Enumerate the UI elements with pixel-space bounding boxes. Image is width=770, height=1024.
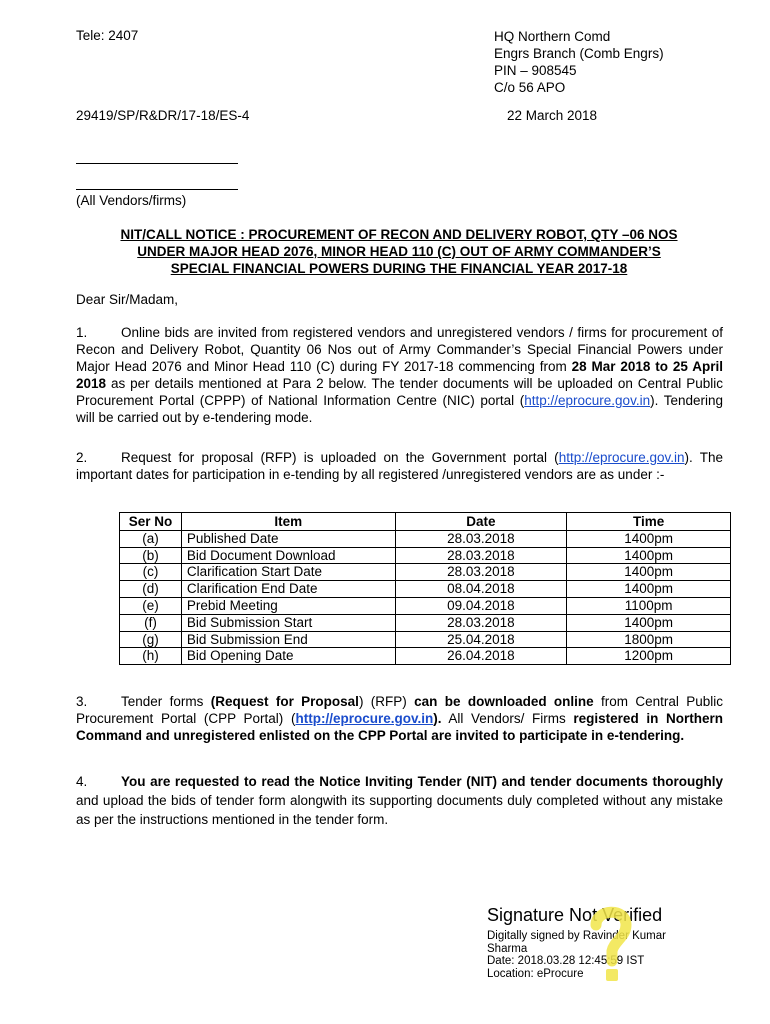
- time-cell: 1400pm: [567, 564, 731, 581]
- serial-cell: (a): [120, 530, 182, 547]
- paragraph-text: (Request for Proposal: [210, 694, 359, 709]
- serial-cell: (f): [120, 614, 182, 631]
- address-blank-line: [76, 189, 238, 190]
- subject-line: SPECIAL FINANCIAL POWERS DURING THE FINANCIAL YEAR 2017-18: [170, 261, 628, 276]
- end-date: 25 April 2018: [76, 359, 723, 391]
- table-row: [120, 648, 731, 665]
- address-line: HQ Northern Comd: [494, 29, 611, 44]
- paragraph-4: [76, 772, 723, 829]
- table-row: [120, 631, 731, 648]
- paragraph-text: can be downloaded online: [414, 694, 594, 709]
- addressee: (All Vendors/firms): [76, 193, 187, 208]
- paragraph-number: 1.: [76, 325, 88, 340]
- paragraph-text: ). Tendering will be carried out by e-tendering mode.: [76, 393, 723, 425]
- date-cell: 09.04.2018: [395, 597, 567, 614]
- table-row: [120, 597, 731, 614]
- paragraph-3: [76, 693, 723, 744]
- signature-status: Signature Not Verified: [487, 905, 663, 925]
- column-header: Date: [395, 513, 567, 531]
- table-row: [120, 564, 731, 581]
- time-cell: 1100pm: [567, 597, 731, 614]
- address-line: PIN – 908545: [494, 63, 577, 78]
- paragraph-number: 2.: [76, 450, 88, 465]
- date-cell: 25.04.2018: [395, 631, 567, 648]
- date-cell: 08.04.2018: [395, 581, 567, 598]
- paragraph-text: as per details mentioned at Para 2 below. The tender documents will be uploaded on Central Public Procurement Portal (CPPP) of National Information Centre (NIC) portal (: [76, 376, 723, 408]
- date-cell: 26.04.2018: [395, 648, 567, 665]
- eprocure-link[interactable]: http://eprocure.gov.in: [295, 711, 434, 726]
- subject-line: UNDER MAJOR HEAD 2076, MINOR HEAD 110 (C) OUT OF ARMY COMMANDER’S: [137, 244, 661, 259]
- eprocure-link[interactable]: http://eprocure.gov.in: [558, 450, 685, 465]
- telephone: Tele: 2407: [76, 28, 139, 43]
- signature-details: [487, 930, 666, 980]
- table-row: [120, 581, 731, 598]
- item-cell: Published Date: [181, 530, 395, 547]
- paragraph-text: Tender forms: [121, 694, 211, 709]
- subject-heading: [76, 226, 722, 277]
- serial-cell: (g): [120, 631, 182, 648]
- column-header: Time: [567, 513, 731, 531]
- serial-cell: (c): [120, 564, 182, 581]
- item-cell: Bid Opening Date: [181, 648, 395, 665]
- paragraph-number: 3.: [76, 694, 88, 709]
- signature-line: Location: eProcure: [487, 967, 584, 980]
- item-cell: Prebid Meeting: [181, 597, 395, 614]
- paragraph-text: Online bids are invited from registered vendors and unregistered vendors / firms for procurement of Recon and Delivery Robot, Quantity 06 Nos out of Army Commander’s Special Financial Powers under Major Head 2076 and Minor Head 110 (C) during FY 2017-18 commencing from: [76, 325, 723, 374]
- paragraph-text: All Vendors/ Firms: [441, 711, 574, 726]
- time-cell: 1400pm: [567, 530, 731, 547]
- date-cell: 28.03.2018: [395, 530, 567, 547]
- date-cell: 28.03.2018: [395, 614, 567, 631]
- date-cell: 28.03.2018: [395, 547, 567, 564]
- table-row: [120, 530, 731, 547]
- item-cell: Bid Document Download: [181, 547, 395, 564]
- paragraph-text: registered in Northern Command and unregistered enlisted on the CPP Portal are invited to participate in e-tendering.: [76, 711, 724, 743]
- signature-line: Digitally signed by Ravinder Kumar: [487, 930, 666, 942]
- signature-line: Sharma: [487, 942, 528, 955]
- date-cell: 28.03.2018: [395, 564, 567, 581]
- serial-cell: (b): [120, 547, 182, 564]
- time-cell: 1800pm: [567, 631, 731, 648]
- address-blank-line: [76, 163, 238, 164]
- paragraph-text: ) (RFP): [358, 694, 415, 709]
- question-mark-icon: [588, 903, 634, 987]
- address-line: C/o 56 APO: [494, 80, 566, 95]
- paragraph-text: ). The important dates for participation in e-tending by all registered /unregistered vendors are as under :-: [76, 450, 724, 482]
- column-header: Ser No: [120, 513, 182, 531]
- time-cell: 1400pm: [567, 614, 731, 631]
- serial-cell: (h): [120, 648, 182, 665]
- paragraph-text: from Central Public Procurement Portal (CPP Portal) (: [76, 694, 723, 726]
- salutation: Dear Sir/Madam,: [76, 292, 179, 307]
- time-cell: 1200pm: [567, 648, 731, 665]
- subject-line: NIT/CALL NOTICE : PROCUREMENT OF RECON AND DELIVERY ROBOT, QTY –06 NOS: [120, 227, 678, 242]
- digital-signature-block: [487, 905, 666, 980]
- serial-cell: (e): [120, 597, 182, 614]
- paragraph-text: ).: [433, 711, 442, 726]
- eprocure-link[interactable]: http://eprocure.gov.in: [524, 393, 651, 408]
- letter-date: 22 March 2018: [507, 108, 598, 123]
- item-cell: Clarification Start Date: [181, 564, 395, 581]
- paragraph-text: Request for proposal (RFP) is uploaded on the Government portal (: [121, 450, 559, 465]
- paragraph-number: 4.: [76, 774, 88, 789]
- reference-number: 29419/SP/R&DR/17-18/ES-4: [76, 108, 250, 123]
- signature-line: Date: 2018.03.28 12:45:59 IST: [487, 955, 645, 967]
- paragraph-text: You are requested to read the Notice Inviting Tender (NIT) and tender documents thoroughly: [121, 774, 723, 789]
- time-cell: 1400pm: [567, 547, 731, 564]
- schedule-table: [119, 512, 731, 665]
- start-date: 28 Mar 2018: [571, 359, 651, 374]
- paragraph-2: [76, 449, 723, 483]
- serial-cell: (d): [120, 581, 182, 598]
- sender-address: [494, 28, 664, 96]
- paragraph-text: to: [650, 359, 673, 374]
- paragraph-text: and upload the bids of tender form alongwith its supporting documents duly completed without any mistake as per the instructions mentioned in the tender form.: [76, 793, 723, 827]
- paragraph-1: [76, 324, 723, 426]
- item-cell: Clarification End Date: [181, 581, 395, 598]
- table-header-row: [120, 513, 731, 531]
- column-header: Item: [181, 513, 395, 531]
- time-cell: 1400pm: [567, 581, 731, 598]
- address-line: Engrs Branch (Comb Engrs): [494, 46, 664, 61]
- item-cell: Bid Submission Start: [181, 614, 395, 631]
- item-cell: Bid Submission End: [181, 631, 395, 648]
- table-row: [120, 547, 731, 564]
- table-row: [120, 614, 731, 631]
